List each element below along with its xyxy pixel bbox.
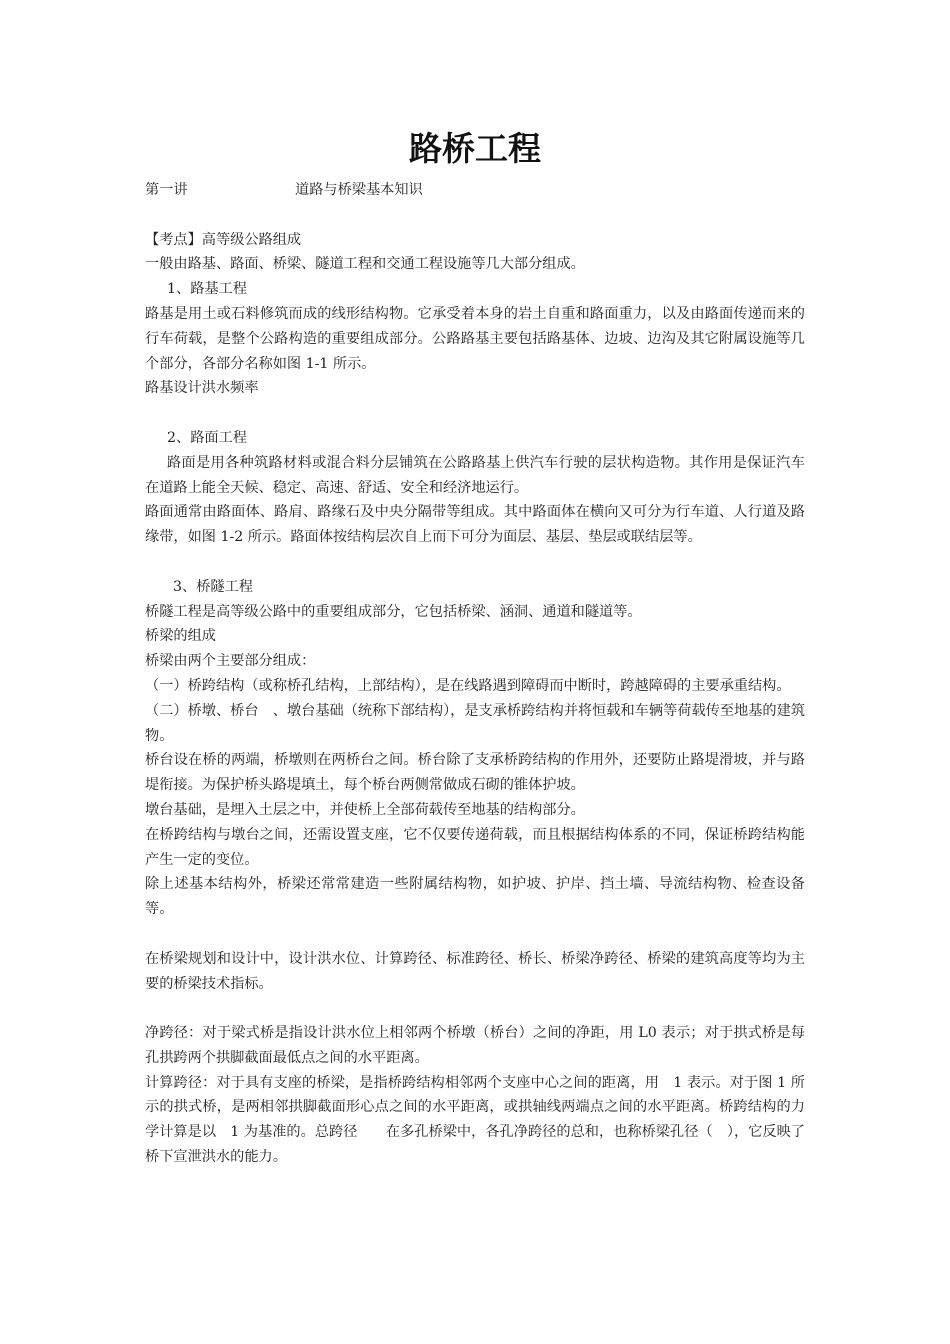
blank-line — [145, 550, 805, 575]
document-page — [145, 124, 805, 1170]
lecture-number: 第一讲 — [145, 182, 188, 198]
lecture-title: 道路与桥梁基本知识 — [295, 182, 423, 198]
blank-line — [145, 401, 805, 426]
paragraph: 在桥跨结构与墩台之间，还需设置支座，它不仅要传递荷载，而且根据结构体系的不同，保证桥跨结构能产生一定的变位。 — [145, 826, 805, 868]
blank-line — [145, 996, 805, 1021]
paragraph: 墩台基础，是埋入土层之中，并使桥上全部荷载传至地基的结构部分。 — [145, 801, 585, 818]
section-heading-pavement: 2、路面工程 — [167, 429, 247, 446]
paragraph: 桥梁的组成 — [145, 628, 216, 645]
lecture-heading — [145, 178, 805, 203]
blank-line — [145, 203, 805, 228]
paragraph: 路面是用各种筑路材料或混合料分层铺筑在公路路基上供汽车行驶的层状构造物。其作用是保证汽车在道路上能全天候、稳定、高速、舒适、安全和经济地运行。 — [145, 454, 805, 496]
paragraph: 除上述基本结构外，桥梁还常常建造一些附属结构物，如护坡、护岸、挡土墙、导流结构物、检查设备等。 — [145, 876, 805, 918]
paragraph: 桥梁由两个主要部分组成： — [145, 653, 316, 670]
paragraph: 一般由路基、路面、桥梁、隧道工程和交通工程设施等几大部分组成。 — [145, 256, 585, 273]
exam-point-heading: 【考点】高等级公路组成 — [145, 231, 302, 248]
paragraph: 路基设计洪水频率 — [145, 380, 259, 397]
section-heading-bridge-tunnel: 3、桥隧工程 — [173, 578, 253, 595]
paragraph: 路基是用土或石料修筑而成的线形结构物。它承受着本身的岩土自重和路面重力，以及由路面传递而来的行车荷载，是整个公路构造的重要组成部分。公路路基主要包括路基体、边坡、边沟及其它附属设施等几个部分，各部分名称如图 1-1 所示。 — [145, 305, 805, 372]
paragraph: 计算跨径：对于具有支座的桥梁，是指桥跨结构相邻两个支座中心之间的距离，用 1 表示。对于图 1 所示的拱式桥，是两相邻拱脚截面形心点之间的水平距离，或拱轴线两端点之间的水平距离。桥跨结构的力学计算是以 1 为基准的。总跨径 在多孔桥梁中，各孔净跨径的总和，也称桥梁孔径（ ），它反映了桥下宣泄洪水的能力。 — [145, 1074, 805, 1166]
paragraph: （一）桥跨结构（或称桥孔结构，上部结构），是在线路遇到障碍而中断时，跨越障碍的主要承重结构。 — [145, 677, 791, 694]
section-heading-subgrade: 1、路基工程 — [167, 281, 247, 298]
paragraph: 桥隧工程是高等级公路中的重要组成部分，它包括桥梁、涵洞、通道和隧道等。 — [145, 603, 642, 620]
paragraph: 在桥梁规划和设计中，设计洪水位、计算跨径、标准跨径、桥长、桥梁净跨径、桥梁的建筑高度等均为主要的桥梁技术指标。 — [145, 950, 805, 992]
paragraph: 桥台设在桥的两端，桥墩则在两桥台之间。桥台除了支承桥跨结构的作用外，还要防止路堤滑坡，并与路堤衔接。为保护桥头路堤填土，每个桥台两侧常做成石砌的锥体护坡。 — [145, 752, 805, 794]
page-title: 路桥工程 — [409, 129, 541, 168]
paragraph: 路面通常由路面体、路肩、路缘石及中央分隔带等组成。其中路面体在横向又可分为行车道、人行道及路缘带，如图 1-2 所示。路面体按结构层次自上而下可分为面层、基层、垫层或联结层等。 — [145, 504, 805, 546]
blank-line — [145, 922, 805, 947]
paragraph: （二）桥墩、桥台 、墩台基础（统称下部结构），是支承桥跨结构并将恒载和车辆等荷载传至地基的建筑物。 — [145, 702, 805, 744]
paragraph: 净跨径：对于梁式桥是指设计洪水位上相邻两个桥墩（桥台）之间的净距，用 L0 表示；对于拱式桥是每孔拱跨两个拱脚截面最低点之间的水平距离。 — [145, 1025, 805, 1066]
